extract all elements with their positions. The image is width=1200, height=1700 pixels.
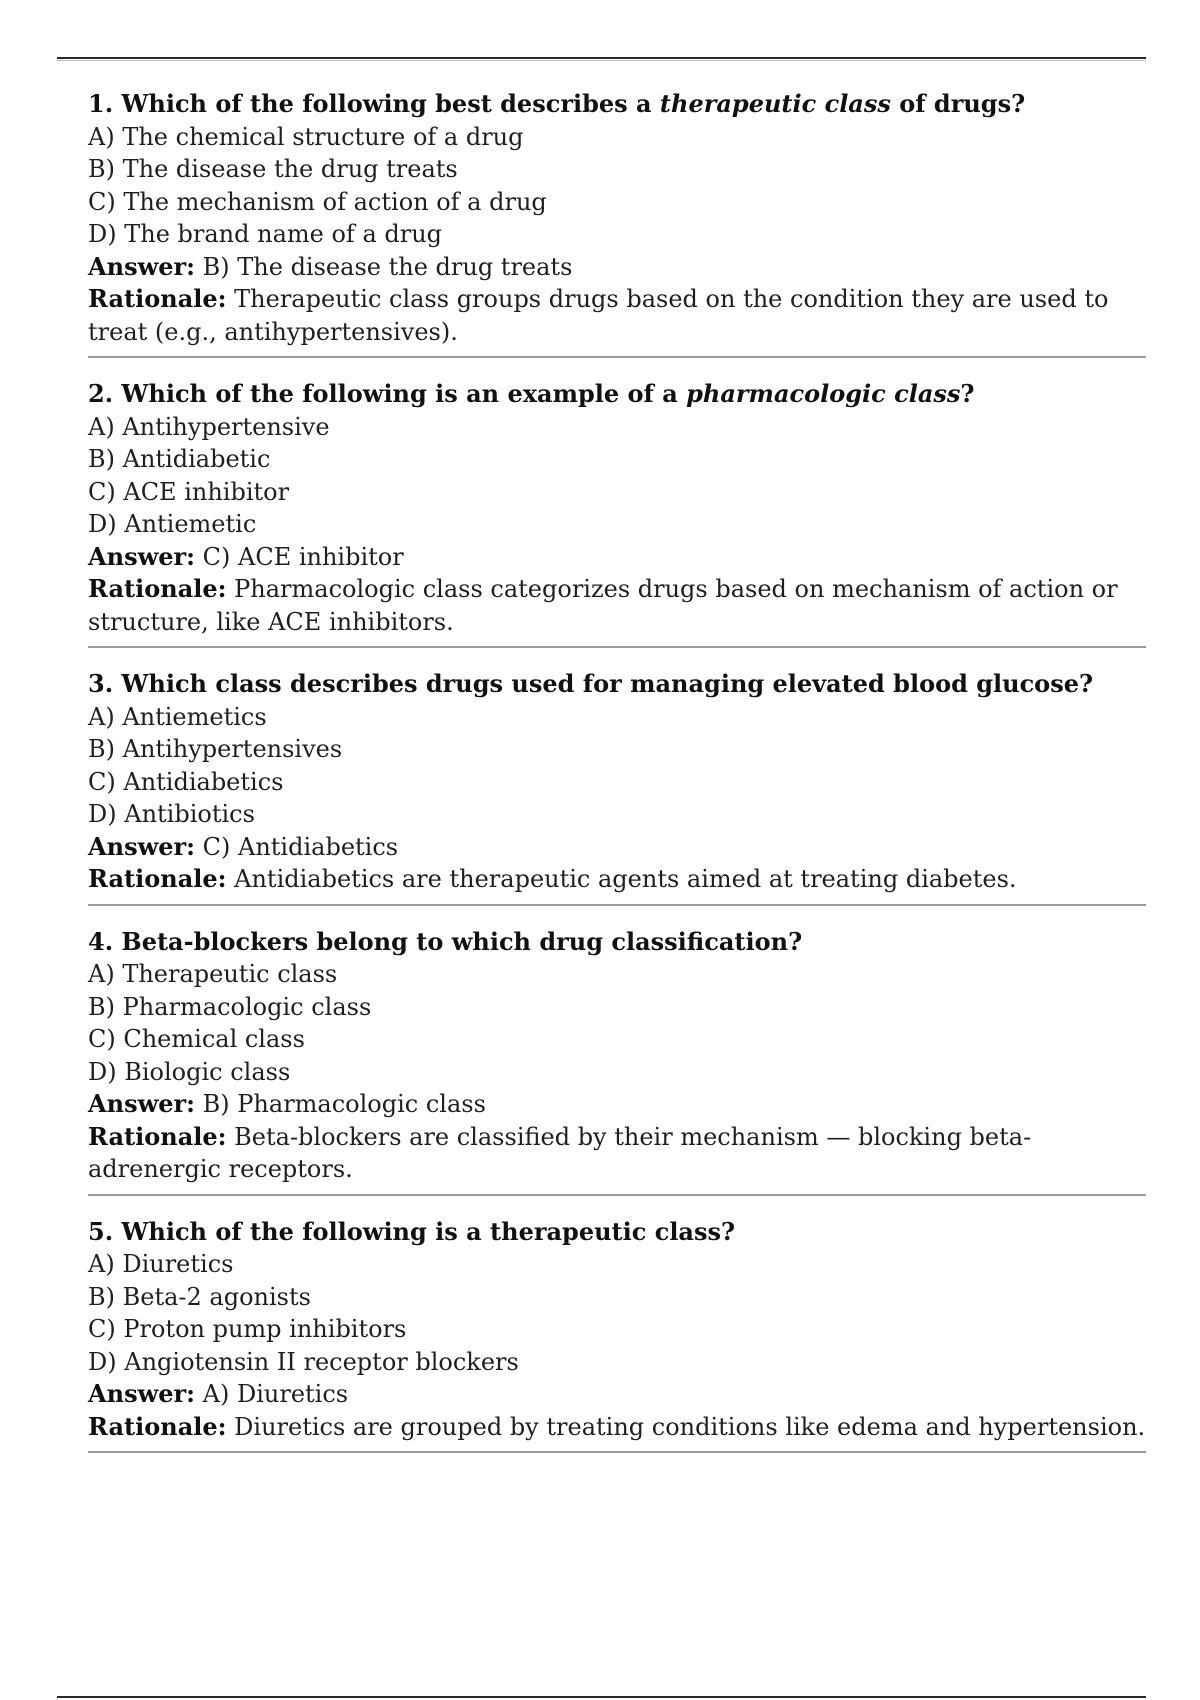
answer-text: B) Pharmacologic class [195,1090,486,1118]
answer-text: B) The disease the drug treats [195,252,573,281]
rationale-text: Therapeutic class groups drugs based on the condition they are used to treat (e.g., antihypertensives). [88,285,1109,346]
option-c: C) Proton pump inhibitors [88,1315,407,1343]
answer-text: C) ACE inhibitor [195,542,404,571]
option-c: C) Chemical class [88,1025,305,1053]
option-b: B) Antihypertensives [88,735,343,763]
rationale-text: Diuretics are grouped by treating conditions like edema and hypertension. [226,1412,1146,1441]
option-a: A) Therapeutic class [88,960,338,988]
question-text: Which of the following is a therapeutic class? [113,1216,736,1246]
question-emphasis: pharmacologic class [686,379,961,408]
option-c: C) The mechanism of action of a drug [88,187,547,216]
rationale-label: Rationale: [88,284,227,313]
question-number: 1. [88,89,114,118]
quiz-content [88,88,1146,1473]
rationale-text: Beta-blockers are classified by their mechanism — blocking beta-adrenergic receptors. [88,1122,1032,1183]
rationale-label: Rationale: [88,1411,227,1441]
question-title [88,88,1146,121]
rationale [88,1411,1146,1444]
top-rule-shadow [57,60,1146,61]
question-text-end: of drugs? [890,89,1026,118]
question-text: Which class describes drugs used for managing elevated blood glucose? [113,669,1094,698]
rationale [88,1121,1146,1186]
answer-label: Answer: [88,1089,196,1118]
answer [88,541,1146,574]
question-4 [88,926,1146,1196]
rationale-label: Rationale: [88,864,227,893]
option-b: B) Antidiabetic [88,445,271,473]
option-a: A) Diuretics [88,1250,234,1278]
question-title [88,1216,1146,1249]
answer-label: Answer: [88,831,196,861]
answer [88,1378,1146,1411]
option-b: B) Pharmacologic class [88,992,372,1021]
option-a: A) The chemical structure of a drug [88,122,524,151]
rationale-text: Antidiabetics are therapeutic agents aimed at treating diabetes. [226,865,1017,893]
answer [88,251,1146,284]
option-b: B) Beta-2 agonists [88,1282,311,1311]
question-3 [88,668,1146,906]
option-c: C) Antidiabetics [88,767,284,796]
rationale-text: Pharmacologic class categorizes drugs based on mechanism of action or structure, like ACE inhibitors. [88,575,1118,636]
rationale [88,573,1146,638]
question-emphasis: therapeutic class [659,89,891,118]
option-b: B) The disease the drug treats [88,155,458,183]
answer-label: Answer: [88,541,196,571]
answer [88,831,1146,864]
answer-label: Answer: [88,1379,196,1408]
question-number: 4. [88,926,114,956]
question-1 [88,88,1146,358]
option-d: D) Antiemetic [88,510,257,538]
option-d: D) Biologic class [88,1057,291,1086]
answer-text: C) Antidiabetics [195,832,399,861]
option-a: A) Antihypertensive [88,412,330,441]
option-a: A) Antiemetics [88,702,267,731]
question-number: 5. [88,1216,114,1246]
question-text-end: ? [960,379,975,408]
bottom-rule [57,1696,1146,1698]
option-d: D) The brand name of a drug [88,220,443,248]
question-title [88,926,1146,959]
question-text: Which of the following best describes a [113,89,660,118]
option-d: D) Antibiotics [88,800,255,828]
question-title [88,668,1146,701]
answer-label: Answer: [88,251,196,281]
rationale-label: Rationale: [88,1121,227,1151]
question-2 [88,378,1146,648]
question-number: 2. [88,379,114,408]
rationale [88,863,1146,896]
question-title [88,378,1146,411]
question-text: Which of the following is an example of a [113,379,687,408]
question-text: Beta-blockers belong to which drug classification? [113,926,803,956]
option-c: C) ACE inhibitor [88,477,290,506]
answer [88,1088,1146,1121]
question-5 [88,1216,1146,1454]
top-rule [57,57,1146,59]
rationale-label: Rationale: [88,574,227,603]
option-d: D) Angiotensin II receptor blockers [88,1347,519,1376]
question-number: 3. [88,669,114,698]
answer-text: A) Diuretics [195,1380,349,1408]
rationale [88,283,1146,348]
